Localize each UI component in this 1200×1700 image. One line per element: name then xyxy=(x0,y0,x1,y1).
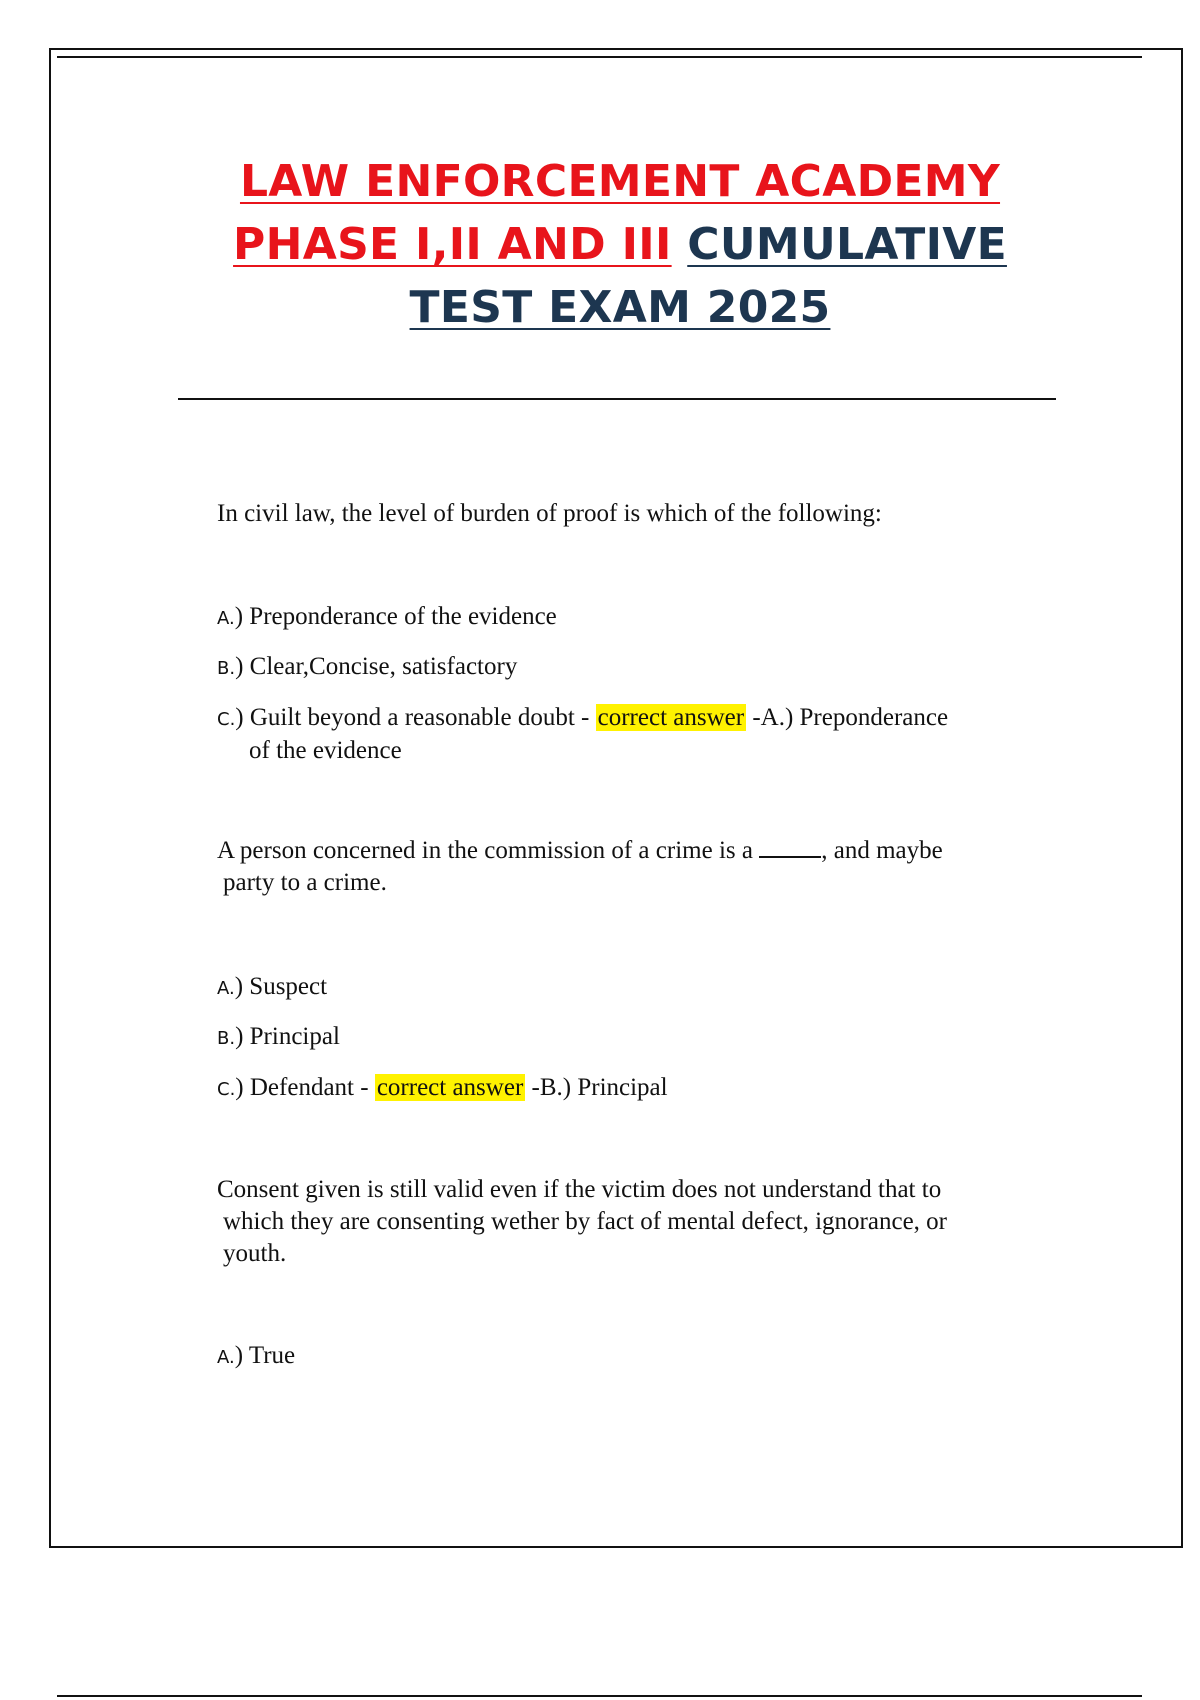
title-divider xyxy=(178,398,1056,400)
page-title xyxy=(100,150,1140,339)
question-2-option-b: B.) Principal xyxy=(217,1023,340,1050)
title-line-2: PHASE I,II AND III CUMULATIVE xyxy=(233,219,1007,270)
title-line-1: LAW ENFORCEMENT ACADEMY xyxy=(239,156,1001,207)
question-1-stem: In civil law, the level of burden of proof is which of the following: xyxy=(217,500,882,527)
answer-text: -B.) Principal xyxy=(531,1074,668,1101)
correct-answer-highlight: correct answer xyxy=(376,1074,524,1101)
answer-text-continued: of the evidence xyxy=(249,737,402,764)
question-2-stem: A person concerned in the commission of a crime is a , and maybe party to a crime. xyxy=(217,837,943,896)
question-3-option-a: A.) True xyxy=(217,1342,296,1369)
question-1-option-b: B.) Clear,Concise, satisfactory xyxy=(217,653,518,680)
question-3-stem: Consent given is still valid even if the victim does not understand that to which they are consenting wether by fact of mental defect, ignorance, or youth. xyxy=(217,1176,947,1267)
correct-answer-highlight: correct answer xyxy=(597,704,745,731)
question-1-option-a: A.) Preponderance of the evidence xyxy=(217,603,557,630)
bottom-rule xyxy=(57,1695,1142,1697)
question-2-option-c: C.) Defendant - correct answer -B.) Principal xyxy=(217,1074,668,1101)
question-1-option-c: C.) Guilt beyond a reasonable doubt - correct answer -A.) Preponderance of the evidence xyxy=(217,702,1037,766)
title-line-3: TEST EXAM 2025 xyxy=(409,282,831,333)
fill-in-blank xyxy=(759,836,821,858)
question-2-option-a: A.) Suspect xyxy=(217,973,328,1000)
top-rule xyxy=(57,56,1142,58)
answer-text: -A.) Preponderance xyxy=(752,704,949,731)
